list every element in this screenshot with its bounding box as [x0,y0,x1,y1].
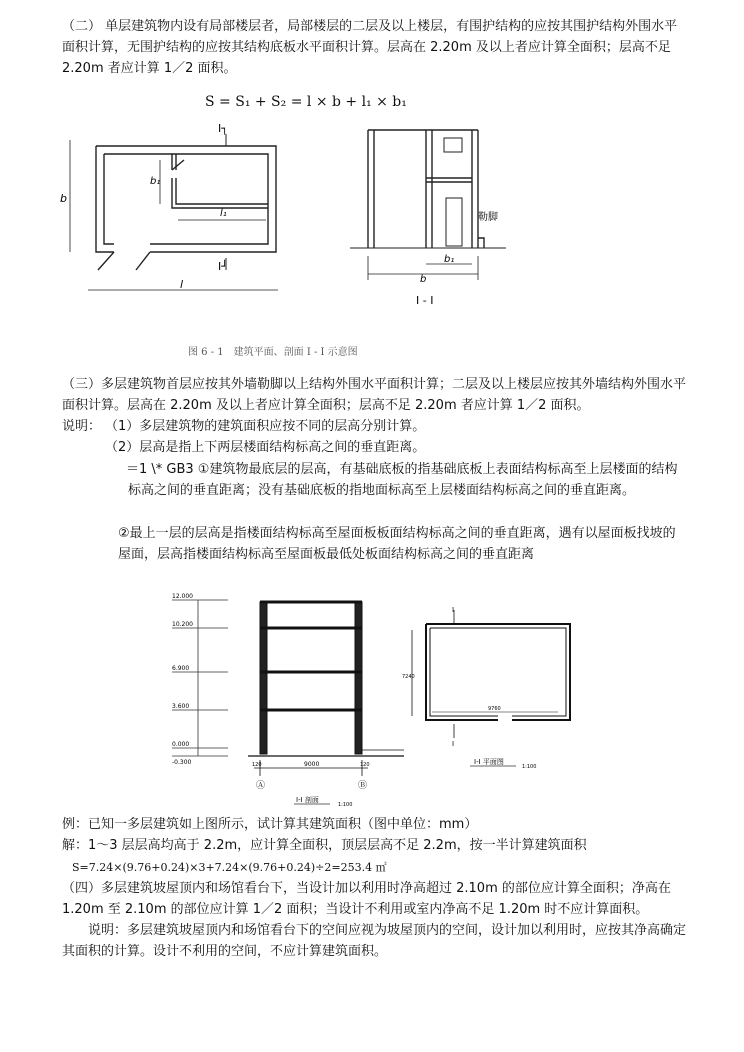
note-item-4: ②最上一层的层高是指楼面结构标高至屋面板板面结构标高之间的垂直距离，遇有以屋面板找坡的屋面，层高指楼面结构标高至屋面板最低处板面结构标高之间的垂直距离 [118,526,676,562]
section-label-lejiao: 勒脚 [478,212,498,223]
plan-section-mark-bottom: I┘ [218,260,228,273]
level-12000: 12.000 [172,593,193,600]
section2-paragraph: （二） 单层建筑物内设有局部楼层者，局部楼层的二层及以上楼层，有围护结构的应按其围护结构外围水平面积计算，无围护结构的应按其结构底板水平面积计算。层高在 2.20m 及以上者应计算全面积；层高不足 2.20m 者应计算 1／2 面积。 [62,19,678,76]
plan-dim-width: 9760 [488,706,501,712]
section2-scale: 1:100 [338,802,353,808]
plan-label-l1: l₁ [220,208,227,219]
figure1-caption: 图 6 - 1 建筑平面、剖面 I - I 示意图 [188,347,358,358]
section-label-b1: b₁ [444,254,455,265]
level-3600: 3.600 [172,703,190,710]
section2-title: I-I 剖面 [296,796,319,804]
plan-section-mark-top: I┐ [218,122,228,135]
note-item-1: （1）多层建筑物的建筑面积应按不同的层高分别计算。 [105,419,426,434]
axis-b: Ⓑ [358,781,368,791]
section4-note: 说明：多层建筑坡屋顶内和场馆看台下的空间应视为坡屋顶内的空间，设计加以利用时，应按其净高确定其面积的计算。设计不利用的空间，不应计算建筑面积。 [62,923,687,959]
plan-label-b1: b₁ [150,176,161,187]
example-answer: 解：1～3 层层高均高于 2.2m，应计算全面积，顶层层高不足 2.2m，按一半计算建筑面积 [62,838,587,853]
plan-label-b: b [60,192,67,205]
plan2-scale: 1:100 [522,764,537,770]
plan-dim-depth: 7240 [402,674,415,680]
dim-right: 120 [360,762,370,768]
axis-a: Ⓐ [256,781,266,791]
note-label: 说明： [62,419,102,434]
section4-paragraph: （四）多层建筑坡屋顶内和场馆看台下，当设计加以利用时净高超过 2.10m 的部位应计算全面积；净高在 1.20m 至 2.10m 的部位应计算 1／2 面积；当设计不利用或室内净高不足 1.20m 时不应计算面积。 [62,881,671,917]
dim-left: 120 [252,762,262,768]
building-plan-diagram [60,120,300,305]
building-section-diagram [350,122,510,312]
example-question: 例：已知一多层建筑如上图所示，试计算其建筑面积（图中单位：mm） [62,817,478,832]
level-6900: 6.900 [172,665,190,672]
plan2-title: I-I 平面图 [474,758,504,766]
section-title: I - I [416,294,434,307]
multistory-plan-diagram [398,604,588,774]
level-0000: 0.000 [172,741,190,748]
plan-label-l: l [180,278,184,291]
example-formula: S=7.24×(9.76+0.24)×3+7.24×(9.76+0.24)÷2=253.4 ㎡ [72,861,387,874]
plan-mark-top: I [452,606,455,614]
dim-span: 9000 [304,761,320,768]
note-item-2: （2）层高是指上下两层楼面结构标高之间的垂直距离。 [105,440,426,455]
section3-paragraph: （三）多层建筑物首层应按其外墙勒脚以上结构外围水平面积计算；二层及以上楼层应按其外墙结构外围水平面积计算。层高在 2.20m 及以上者应计算全面积；层高不足 2.20m 者应计算 1／2 面积。 [62,377,687,413]
multistory-section-diagram [168,592,418,812]
plan-mark-bottom: I [452,740,455,748]
section-label-b: b [420,274,427,285]
level-minus300: -0.300 [172,759,192,766]
level-10200: 10.200 [172,621,193,628]
area-formula: S = S₁ + S₂ = l × b + l₁ × b₁ [205,94,407,110]
note-item-3: ＝1 \* GB3 ①建筑物最底层的层高，有基础底板的指基础底板上表面结构标高至上层楼面的结构标高之间的垂直距离；没有基础底板的指地面标高至上层楼面结构标高之间的垂直距离。 [126,462,678,498]
